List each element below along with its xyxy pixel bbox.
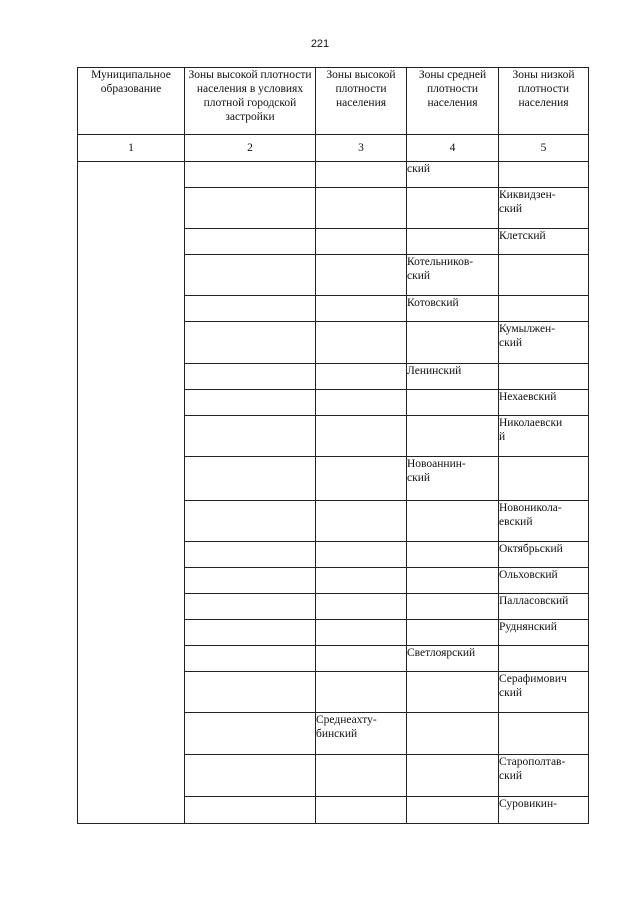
table-cell: Котельников- ский [407,255,499,296]
table-cell [407,672,499,713]
table-cell [407,755,499,797]
table-cell [407,568,499,594]
table-cell: ский [407,162,499,188]
table-header-row [78,68,589,135]
table-cell [185,229,316,255]
header-low-density: Зоны низкой плотности населения [499,68,589,135]
table-cell [499,364,589,390]
table-cell [185,594,316,620]
table-cell [185,620,316,646]
table-cell [407,501,499,542]
table-cell [316,390,407,416]
table-cell [316,568,407,594]
column-number: 5 [499,135,589,162]
table-row [78,162,589,188]
table-cell [407,594,499,620]
table-cell [407,713,499,755]
table-cell [499,296,589,322]
table-cell [316,162,407,188]
table-cell [499,162,589,188]
table-cell [499,713,589,755]
table-cell [185,322,316,364]
table-cell [499,255,589,296]
table-cell [185,672,316,713]
header-high-density: Зоны высокой плотности населения [316,68,407,135]
table-cell [407,416,499,457]
table-cell [316,797,407,824]
table-cell [407,188,499,229]
table-cell: Клетский [499,229,589,255]
table-cell [407,620,499,646]
table-cell: Палласовский [499,594,589,620]
municipality-cell [78,162,185,824]
table-cell [499,457,589,501]
table-cell [185,364,316,390]
table-cell [316,620,407,646]
table-cell [407,797,499,824]
population-density-zones-table [77,67,589,824]
table-cell: Ленинский [407,364,499,390]
table-cell: Нехаевский [499,390,589,416]
table-cell: Новоникола- евский [499,501,589,542]
table-cell [185,646,316,672]
table-cell [185,457,316,501]
table-cell: Суровикин- [499,797,589,824]
table-cell [407,229,499,255]
table-cell: Ольховский [499,568,589,594]
table-cell [316,296,407,322]
table-cell [499,646,589,672]
table-cell [316,457,407,501]
table-cell [185,755,316,797]
table-cell [185,713,316,755]
table-cell: Светлоярский [407,646,499,672]
table-cell [316,542,407,568]
table-cell: Киквидзен- ский [499,188,589,229]
table-cell: Среднеахту- бинский [316,713,407,755]
table-cell [316,188,407,229]
table-cell [185,162,316,188]
table-cell [185,797,316,824]
column-number: 1 [78,135,185,162]
table-cell [185,542,316,568]
table-cell [316,755,407,797]
table-cell [185,296,316,322]
table-cell: Серафимович ский [499,672,589,713]
table-cell [185,255,316,296]
table-cell [185,390,316,416]
table-cell [407,542,499,568]
table-cell: Котовский [407,296,499,322]
table-cell: Новоаннин- ский [407,457,499,501]
table-cell: Старополтав- ский [499,755,589,797]
table-cell [316,501,407,542]
table-cell [407,390,499,416]
table-cell [185,416,316,457]
table-cell [407,322,499,364]
table-cell [316,416,407,457]
table-cell [316,229,407,255]
table-cell: Руднянский [499,620,589,646]
column-number-row [78,135,589,162]
table-cell: Кумылжен- ский [499,322,589,364]
table-cell [316,322,407,364]
table-cell [316,646,407,672]
column-number: 2 [185,135,316,162]
page-number: 221 [310,38,330,50]
table-cell [316,594,407,620]
header-high-density-dense-development: Зоны высокой плотности населения в условиях плотной городской застройки [185,68,316,135]
table-cell [185,188,316,229]
table-cell [185,568,316,594]
table-cell [316,672,407,713]
header-medium-density: Зоны средней плотности населения [407,68,499,135]
column-number: 4 [407,135,499,162]
table-cell [316,255,407,296]
table-cell: Октябрьский [499,542,589,568]
table-cell [185,501,316,542]
header-municipality: Муниципальное образование [78,68,185,135]
column-number: 3 [316,135,407,162]
table-cell: Николаевски й [499,416,589,457]
table-cell [316,364,407,390]
